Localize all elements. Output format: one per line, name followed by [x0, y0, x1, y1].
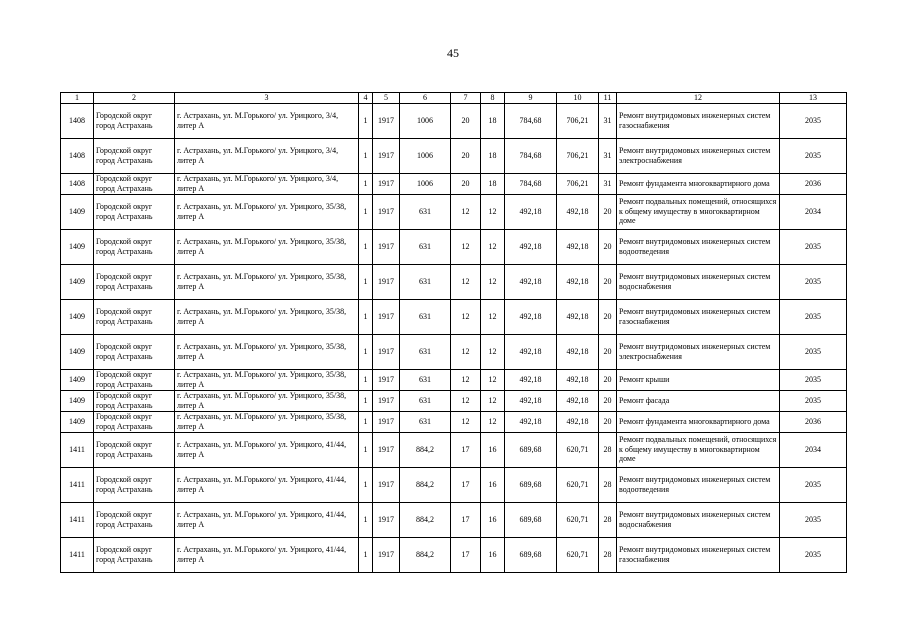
- cell-area-living: 689,68: [505, 467, 557, 502]
- table-body: [61, 93, 847, 573]
- cell-cell-4: 1: [359, 537, 373, 572]
- cell-municipality: Городской округ город Астрахань: [94, 334, 175, 369]
- cell-year: 1917: [373, 467, 400, 502]
- cell-area-total: 884,2: [400, 537, 451, 572]
- cell-work-type: Ремонт внутридомовых инженерных систем электроснабжения: [617, 334, 780, 369]
- cell-address: г. Астрахань, ул. М.Горького/ ул. Урицкого, 35/38, литер А: [175, 194, 359, 229]
- cell-planned-year: 2036: [780, 411, 847, 432]
- cell-cell-4: 1: [359, 299, 373, 334]
- cell-area-residential: 706,21: [557, 173, 599, 194]
- cell-area-living: 784,68: [505, 173, 557, 194]
- cell-cell-7: 12: [451, 369, 481, 390]
- table-row: [61, 467, 847, 502]
- cell-work-type: Ремонт фундамента многоквартирного дома: [617, 173, 780, 194]
- cell-cell-8: 16: [481, 432, 505, 467]
- cell-residents: 28: [599, 537, 617, 572]
- cell-cell-4: 1: [359, 194, 373, 229]
- cell-planned-year: 2035: [780, 537, 847, 572]
- cell-planned-year: 2035: [780, 390, 847, 411]
- cell-row-id: 1408: [61, 103, 94, 138]
- cell-area-residential: 492,18: [557, 390, 599, 411]
- cell-planned-year: 2035: [780, 369, 847, 390]
- cell-residents: 20: [599, 299, 617, 334]
- cell-year: 1917: [373, 502, 400, 537]
- cell-row-id: 1411: [61, 537, 94, 572]
- cell-year: 1917: [373, 103, 400, 138]
- cell-work-type: Ремонт внутридомовых инженерных систем водоснабжения: [617, 264, 780, 299]
- cell-municipality: Городской округ город Астрахань: [94, 229, 175, 264]
- cell-year: 1917: [373, 194, 400, 229]
- cell-area-residential: 620,71: [557, 467, 599, 502]
- cell-cell-4: 1: [359, 502, 373, 537]
- cell-year: 1917: [373, 369, 400, 390]
- page-number: 45: [447, 46, 459, 60]
- cell-area-total: 1006: [400, 173, 451, 194]
- cell-cell-4: 1: [359, 334, 373, 369]
- column-number: 4: [359, 93, 373, 104]
- cell-year: 1917: [373, 264, 400, 299]
- cell-row-id: 1411: [61, 467, 94, 502]
- cell-area-living: 784,68: [505, 138, 557, 173]
- cell-address: г. Астрахань, ул. М.Горького/ ул. Урицкого, 3/4, литер А: [175, 103, 359, 138]
- table-row: [61, 502, 847, 537]
- cell-area-total: 631: [400, 299, 451, 334]
- cell-work-type: Ремонт фундамента многоквартирного дома: [617, 411, 780, 432]
- cell-cell-8: 18: [481, 173, 505, 194]
- cell-area-residential: 706,21: [557, 138, 599, 173]
- cell-row-id: 1409: [61, 390, 94, 411]
- cell-area-living: 492,18: [505, 334, 557, 369]
- cell-area-residential: 620,71: [557, 432, 599, 467]
- cell-planned-year: 2034: [780, 194, 847, 229]
- column-number: 1: [61, 93, 94, 104]
- cell-planned-year: 2034: [780, 432, 847, 467]
- capital-repair-table: [60, 92, 847, 573]
- cell-work-type: Ремонт внутридомовых инженерных систем водоотведения: [617, 467, 780, 502]
- cell-cell-4: 1: [359, 138, 373, 173]
- cell-cell-8: 12: [481, 411, 505, 432]
- cell-area-total: 631: [400, 390, 451, 411]
- cell-address: г. Астрахань, ул. М.Горького/ ул. Урицкого, 35/38, литер А: [175, 334, 359, 369]
- cell-residents: 31: [599, 173, 617, 194]
- cell-municipality: Городской округ город Астрахань: [94, 432, 175, 467]
- cell-cell-7: 12: [451, 334, 481, 369]
- cell-row-id: 1411: [61, 432, 94, 467]
- cell-address: г. Астрахань, ул. М.Горького/ ул. Урицкого, 3/4, литер А: [175, 173, 359, 194]
- cell-work-type: Ремонт подвальных помещений, относящихся к общему имуществу в многоквартирном доме: [617, 194, 780, 229]
- cell-area-residential: 620,71: [557, 502, 599, 537]
- cell-cell-4: 1: [359, 432, 373, 467]
- cell-year: 1917: [373, 411, 400, 432]
- cell-year: 1917: [373, 390, 400, 411]
- cell-cell-8: 16: [481, 537, 505, 572]
- cell-planned-year: 2035: [780, 103, 847, 138]
- cell-cell-7: 17: [451, 502, 481, 537]
- cell-cell-8: 16: [481, 502, 505, 537]
- table-row: [61, 369, 847, 390]
- cell-area-living: 784,68: [505, 103, 557, 138]
- column-number: 3: [175, 93, 359, 104]
- cell-area-residential: 492,18: [557, 229, 599, 264]
- cell-cell-4: 1: [359, 103, 373, 138]
- cell-residents: 28: [599, 467, 617, 502]
- cell-area-total: 631: [400, 334, 451, 369]
- cell-residents: 20: [599, 194, 617, 229]
- cell-cell-8: 18: [481, 103, 505, 138]
- cell-residents: 20: [599, 229, 617, 264]
- cell-cell-8: 12: [481, 264, 505, 299]
- column-number: 12: [617, 93, 780, 104]
- cell-address: г. Астрахань, ул. М.Горького/ ул. Урицкого, 41/44, литер А: [175, 432, 359, 467]
- cell-cell-7: 12: [451, 390, 481, 411]
- cell-municipality: Городской округ город Астрахань: [94, 390, 175, 411]
- column-number: 11: [599, 93, 617, 104]
- table-row: [61, 264, 847, 299]
- cell-planned-year: 2035: [780, 299, 847, 334]
- cell-area-living: 492,18: [505, 229, 557, 264]
- cell-year: 1917: [373, 432, 400, 467]
- column-number: 10: [557, 93, 599, 104]
- cell-residents: 20: [599, 411, 617, 432]
- cell-area-residential: 706,21: [557, 103, 599, 138]
- cell-cell-7: 17: [451, 432, 481, 467]
- cell-area-total: 631: [400, 264, 451, 299]
- table-row: [61, 411, 847, 432]
- cell-row-id: 1409: [61, 264, 94, 299]
- cell-address: г. Астрахань, ул. М.Горького/ ул. Урицкого, 41/44, литер А: [175, 537, 359, 572]
- cell-cell-7: 12: [451, 299, 481, 334]
- cell-cell-8: 18: [481, 138, 505, 173]
- cell-cell-4: 1: [359, 411, 373, 432]
- cell-work-type: Ремонт внутридомовых инженерных систем газоснабжения: [617, 299, 780, 334]
- cell-municipality: Городской округ город Астрахань: [94, 502, 175, 537]
- table-row: [61, 173, 847, 194]
- cell-area-total: 1006: [400, 103, 451, 138]
- table-header-row: [61, 93, 847, 104]
- table-row: [61, 537, 847, 572]
- cell-year: 1917: [373, 537, 400, 572]
- table-row: [61, 194, 847, 229]
- cell-area-residential: 492,18: [557, 369, 599, 390]
- cell-residents: 20: [599, 369, 617, 390]
- column-number: 9: [505, 93, 557, 104]
- cell-municipality: Городской округ город Астрахань: [94, 103, 175, 138]
- cell-area-living: 492,18: [505, 194, 557, 229]
- cell-address: г. Астрахань, ул. М.Горького/ ул. Урицкого, 35/38, литер А: [175, 299, 359, 334]
- cell-planned-year: 2035: [780, 138, 847, 173]
- cell-municipality: Городской округ город Астрахань: [94, 194, 175, 229]
- cell-cell-7: 12: [451, 194, 481, 229]
- cell-area-living: 689,68: [505, 432, 557, 467]
- cell-area-total: 1006: [400, 138, 451, 173]
- cell-year: 1917: [373, 299, 400, 334]
- cell-address: г. Астрахань, ул. М.Горького/ ул. Урицкого, 35/38, литер А: [175, 390, 359, 411]
- cell-residents: 20: [599, 264, 617, 299]
- cell-work-type: Ремонт подвальных помещений, относящихся к общему имуществу в многоквартирном доме: [617, 432, 780, 467]
- cell-municipality: Городской округ город Астрахань: [94, 467, 175, 502]
- cell-area-total: 884,2: [400, 467, 451, 502]
- cell-area-total: 884,2: [400, 432, 451, 467]
- cell-area-living: 492,18: [505, 390, 557, 411]
- cell-area-residential: 620,71: [557, 537, 599, 572]
- cell-area-residential: 492,18: [557, 194, 599, 229]
- cell-year: 1917: [373, 173, 400, 194]
- cell-cell-4: 1: [359, 229, 373, 264]
- cell-work-type: Ремонт внутридомовых инженерных систем электроснабжения: [617, 138, 780, 173]
- cell-address: г. Астрахань, ул. М.Горького/ ул. Урицкого, 3/4, литер А: [175, 138, 359, 173]
- cell-row-id: 1409: [61, 334, 94, 369]
- cell-residents: 31: [599, 103, 617, 138]
- cell-row-id: 1409: [61, 194, 94, 229]
- cell-cell-7: 17: [451, 467, 481, 502]
- cell-address: г. Астрахань, ул. М.Горького/ ул. Урицкого, 35/38, литер А: [175, 264, 359, 299]
- cell-row-id: 1409: [61, 229, 94, 264]
- cell-area-living: 689,68: [505, 537, 557, 572]
- cell-cell-7: 12: [451, 229, 481, 264]
- cell-area-residential: 492,18: [557, 334, 599, 369]
- table-row: [61, 299, 847, 334]
- cell-cell-8: 12: [481, 299, 505, 334]
- table-row: [61, 229, 847, 264]
- cell-address: г. Астрахань, ул. М.Горького/ ул. Урицкого, 41/44, литер А: [175, 502, 359, 537]
- column-number: 2: [94, 93, 175, 104]
- cell-row-id: 1409: [61, 411, 94, 432]
- column-number: 13: [780, 93, 847, 104]
- cell-cell-4: 1: [359, 264, 373, 299]
- cell-area-total: 631: [400, 411, 451, 432]
- cell-residents: 20: [599, 334, 617, 369]
- cell-planned-year: 2036: [780, 173, 847, 194]
- cell-municipality: Городской округ город Астрахань: [94, 537, 175, 572]
- cell-planned-year: 2035: [780, 502, 847, 537]
- cell-row-id: 1411: [61, 502, 94, 537]
- cell-residents: 28: [599, 432, 617, 467]
- cell-planned-year: 2035: [780, 334, 847, 369]
- cell-year: 1917: [373, 334, 400, 369]
- cell-address: г. Астрахань, ул. М.Горького/ ул. Урицкого, 35/38, литер А: [175, 369, 359, 390]
- table-row: [61, 138, 847, 173]
- cell-planned-year: 2035: [780, 229, 847, 264]
- cell-row-id: 1408: [61, 138, 94, 173]
- cell-area-living: 492,18: [505, 299, 557, 334]
- cell-cell-4: 1: [359, 173, 373, 194]
- table-row: [61, 334, 847, 369]
- cell-area-total: 631: [400, 369, 451, 390]
- cell-area-living: 492,18: [505, 369, 557, 390]
- cell-cell-7: 12: [451, 411, 481, 432]
- cell-area-living: 492,18: [505, 264, 557, 299]
- column-number: 7: [451, 93, 481, 104]
- cell-cell-4: 1: [359, 467, 373, 502]
- cell-cell-4: 1: [359, 390, 373, 411]
- cell-planned-year: 2035: [780, 264, 847, 299]
- cell-work-type: Ремонт крыши: [617, 369, 780, 390]
- cell-cell-4: 1: [359, 369, 373, 390]
- cell-municipality: Городской округ город Астрахань: [94, 369, 175, 390]
- cell-area-residential: 492,18: [557, 299, 599, 334]
- cell-municipality: Городской округ город Астрахань: [94, 299, 175, 334]
- cell-cell-7: 17: [451, 537, 481, 572]
- cell-planned-year: 2035: [780, 467, 847, 502]
- cell-row-id: 1408: [61, 173, 94, 194]
- cell-residents: 20: [599, 390, 617, 411]
- cell-area-total: 631: [400, 229, 451, 264]
- table-row: [61, 432, 847, 467]
- cell-row-id: 1409: [61, 299, 94, 334]
- cell-work-type: Ремонт внутридомовых инженерных систем водоотведения: [617, 229, 780, 264]
- cell-cell-8: 12: [481, 390, 505, 411]
- cell-cell-7: 20: [451, 173, 481, 194]
- table-row: [61, 390, 847, 411]
- cell-address: г. Астрахань, ул. М.Горького/ ул. Урицкого, 35/38, литер А: [175, 229, 359, 264]
- cell-cell-7: 20: [451, 103, 481, 138]
- cell-year: 1917: [373, 229, 400, 264]
- cell-cell-7: 12: [451, 264, 481, 299]
- cell-row-id: 1409: [61, 369, 94, 390]
- cell-municipality: Городской округ город Астрахань: [94, 411, 175, 432]
- cell-work-type: Ремонт внутридомовых инженерных систем газоснабжения: [617, 103, 780, 138]
- cell-residents: 28: [599, 502, 617, 537]
- column-number: 5: [373, 93, 400, 104]
- cell-cell-7: 20: [451, 138, 481, 173]
- cell-cell-8: 12: [481, 334, 505, 369]
- cell-address: г. Астрахань, ул. М.Горького/ ул. Урицкого, 41/44, литер А: [175, 467, 359, 502]
- cell-cell-8: 12: [481, 194, 505, 229]
- cell-work-type: Ремонт внутридомовых инженерных систем газоснабжения: [617, 537, 780, 572]
- cell-address: г. Астрахань, ул. М.Горького/ ул. Урицкого, 35/38, литер А: [175, 411, 359, 432]
- cell-cell-8: 12: [481, 369, 505, 390]
- column-number: 6: [400, 93, 451, 104]
- cell-area-residential: 492,18: [557, 411, 599, 432]
- cell-area-living: 689,68: [505, 502, 557, 537]
- cell-municipality: Городской округ город Астрахань: [94, 264, 175, 299]
- cell-area-residential: 492,18: [557, 264, 599, 299]
- cell-municipality: Городской округ город Астрахань: [94, 138, 175, 173]
- cell-area-total: 884,2: [400, 502, 451, 537]
- cell-municipality: Городской округ город Астрахань: [94, 173, 175, 194]
- cell-year: 1917: [373, 138, 400, 173]
- cell-work-type: Ремонт фасада: [617, 390, 780, 411]
- cell-cell-8: 12: [481, 229, 505, 264]
- table-row: [61, 103, 847, 138]
- cell-cell-8: 16: [481, 467, 505, 502]
- column-number: 8: [481, 93, 505, 104]
- cell-area-total: 631: [400, 194, 451, 229]
- cell-residents: 31: [599, 138, 617, 173]
- cell-work-type: Ремонт внутридомовых инженерных систем водоснабжения: [617, 502, 780, 537]
- cell-area-living: 492,18: [505, 411, 557, 432]
